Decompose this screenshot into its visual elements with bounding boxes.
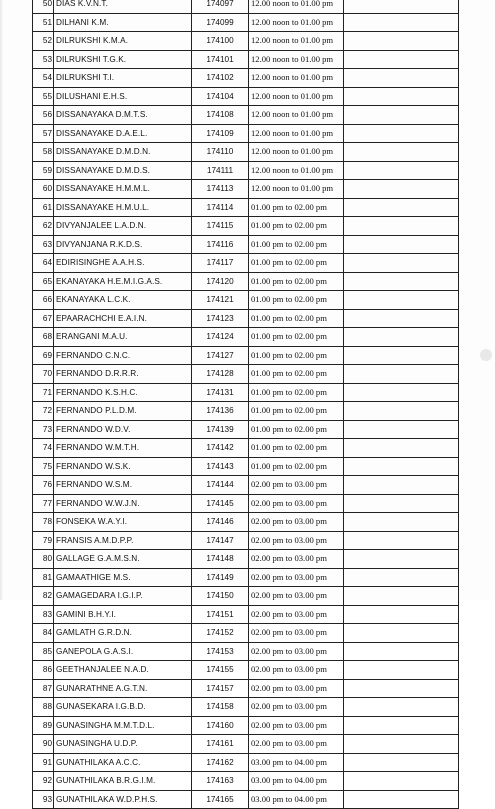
student-id: 174147 [192, 531, 249, 550]
time-slot: 01.00 pm to 02.00 pm [249, 420, 344, 439]
student-id: 174160 [192, 716, 249, 735]
signature-cell [344, 772, 459, 791]
signature-cell [344, 642, 459, 661]
time-slot: 01.00 pm to 02.00 pm [249, 346, 344, 365]
student-name: GANEPOLA G.A.S.I. [54, 642, 192, 661]
time-slot: 02.00 pm to 03.00 pm [249, 568, 344, 587]
student-id: 174161 [192, 735, 249, 754]
student-id: 174120 [192, 272, 249, 291]
signature-cell [344, 217, 459, 236]
row-number: 58 [33, 143, 54, 162]
signature-cell [344, 661, 459, 680]
table-row [33, 753, 459, 772]
time-slot: 01.00 pm to 02.00 pm [249, 383, 344, 402]
table-row [33, 69, 459, 88]
time-slot: 12.00 noon to 01.00 pm [249, 106, 344, 125]
student-id: 174127 [192, 346, 249, 365]
row-number: 70 [33, 365, 54, 384]
table-row [33, 402, 459, 421]
time-slot: 12.00 noon to 01.00 pm [249, 0, 344, 13]
time-slot: 01.00 pm to 02.00 pm [249, 254, 344, 273]
row-number: 69 [33, 346, 54, 365]
time-slot: 12.00 noon to 01.00 pm [249, 69, 344, 88]
row-number: 59 [33, 161, 54, 180]
time-slot: 01.00 pm to 02.00 pm [249, 328, 344, 347]
time-slot: 12.00 noon to 01.00 pm [249, 87, 344, 106]
student-name: DIAS K.V.N.T. [54, 0, 192, 13]
table-row [33, 161, 459, 180]
signature-cell [344, 309, 459, 328]
row-number: 83 [33, 605, 54, 624]
table-row [33, 198, 459, 217]
row-number: 52 [33, 32, 54, 51]
signature-cell [344, 13, 459, 32]
signature-cell [344, 439, 459, 458]
signature-cell [344, 679, 459, 698]
student-name: FRANSIS A.M.D.P.P. [54, 531, 192, 550]
student-name: GAMLATH G.R.D.N. [54, 624, 192, 643]
time-slot: 12.00 noon to 01.00 pm [249, 143, 344, 162]
table-row [33, 790, 459, 809]
time-slot: 02.00 pm to 03.00 pm [249, 605, 344, 624]
row-number: 84 [33, 624, 54, 643]
student-id: 174162 [192, 753, 249, 772]
time-slot: 12.00 noon to 01.00 pm [249, 13, 344, 32]
signature-cell [344, 32, 459, 51]
table-row [33, 346, 459, 365]
time-slot: 02.00 pm to 03.00 pm [249, 735, 344, 754]
table-row [33, 143, 459, 162]
student-name: GEETHANJALEE N.A.D. [54, 661, 192, 680]
student-name: FERNANDO W.S.M. [54, 476, 192, 495]
student-name: FONSEKA W.A.Y.I. [54, 513, 192, 532]
student-name: FERNANDO K.S.H.C. [54, 383, 192, 402]
table-row [33, 87, 459, 106]
time-slot: 12.00 noon to 01.00 pm [249, 50, 344, 69]
table-row [33, 550, 459, 569]
student-name: FERNANDO W.S.K. [54, 457, 192, 476]
signature-cell [344, 494, 459, 513]
row-number: 76 [33, 476, 54, 495]
student-name: FERNANDO W.M.T.H. [54, 439, 192, 458]
student-id: 174114 [192, 198, 249, 217]
time-slot: 02.00 pm to 03.00 pm [249, 513, 344, 532]
student-name: DILUSHANI E.H.S. [54, 87, 192, 106]
signature-cell [344, 624, 459, 643]
student-id: 174145 [192, 494, 249, 513]
signature-cell [344, 402, 459, 421]
table-row [33, 624, 459, 643]
row-number: 74 [33, 439, 54, 458]
student-id: 174153 [192, 642, 249, 661]
row-number: 93 [33, 790, 54, 809]
student-id: 174151 [192, 605, 249, 624]
table-row [33, 476, 459, 495]
time-slot: 01.00 pm to 02.00 pm [249, 217, 344, 236]
student-name: FERNANDO P.L.D.M. [54, 402, 192, 421]
student-id: 174111 [192, 161, 249, 180]
signature-cell [344, 587, 459, 606]
row-number: 53 [33, 50, 54, 69]
scan-edge-shadow [0, 0, 3, 600]
student-name: DISSANAYAKE H.M.M.L. [54, 180, 192, 199]
time-slot: 02.00 pm to 03.00 pm [249, 531, 344, 550]
student-id: 174109 [192, 124, 249, 143]
row-number: 61 [33, 198, 54, 217]
time-slot: 02.00 pm to 03.00 pm [249, 476, 344, 495]
signature-cell [344, 291, 459, 310]
student-id: 174136 [192, 402, 249, 421]
time-slot: 01.00 pm to 02.00 pm [249, 272, 344, 291]
student-name: DILRUKSHI T.I. [54, 69, 192, 88]
time-slot: 03.00 pm to 04.00 pm [249, 772, 344, 791]
student-name: FERNANDO D.R.R.R. [54, 365, 192, 384]
student-id: 174158 [192, 698, 249, 717]
signature-cell [344, 106, 459, 125]
student-id: 174100 [192, 32, 249, 51]
signature-cell [344, 716, 459, 735]
row-number: 80 [33, 550, 54, 569]
table-row [33, 254, 459, 273]
table-row [33, 679, 459, 698]
table-row [33, 13, 459, 32]
row-number: 62 [33, 217, 54, 236]
row-number: 66 [33, 291, 54, 310]
time-slot: 12.00 noon to 01.00 pm [249, 124, 344, 143]
table-row [33, 661, 459, 680]
signature-cell [344, 420, 459, 439]
table-row [33, 457, 459, 476]
row-number: 68 [33, 328, 54, 347]
student-name: DISSANAYAKA D.M.T.S. [54, 106, 192, 125]
table-row [33, 32, 459, 51]
signature-cell [344, 531, 459, 550]
student-id: 174163 [192, 772, 249, 791]
row-number: 82 [33, 587, 54, 606]
time-slot: 02.00 pm to 03.00 pm [249, 679, 344, 698]
row-number: 71 [33, 383, 54, 402]
student-name: DISSANAYAKE H.M.U.L. [54, 198, 192, 217]
row-number: 73 [33, 420, 54, 439]
student-name: DISSANAYAKE D.M.D.S. [54, 161, 192, 180]
student-id: 174124 [192, 328, 249, 347]
row-number: 79 [33, 531, 54, 550]
student-id: 174157 [192, 679, 249, 698]
table-row [33, 716, 459, 735]
student-name: GUNASINGHA U.D.P. [54, 735, 192, 754]
row-number: 91 [33, 753, 54, 772]
table-row [33, 439, 459, 458]
signature-cell [344, 328, 459, 347]
time-slot: 12.00 noon to 01.00 pm [249, 32, 344, 51]
student-id: 174155 [192, 661, 249, 680]
row-number: 89 [33, 716, 54, 735]
student-name: EDIRISINGHE A.A.H.S. [54, 254, 192, 273]
table-row [33, 420, 459, 439]
signature-cell [344, 180, 459, 199]
row-number: 67 [33, 309, 54, 328]
signature-cell [344, 69, 459, 88]
signature-cell [344, 124, 459, 143]
student-name: DILHANI K.M. [54, 13, 192, 32]
student-id: 174121 [192, 291, 249, 310]
time-slot: 03.00 pm to 04.00 pm [249, 753, 344, 772]
row-number: 54 [33, 69, 54, 88]
student-name: FERNANDO W.W.J.N. [54, 494, 192, 513]
row-number: 85 [33, 642, 54, 661]
student-name: DILRUKSHI T.G.K. [54, 50, 192, 69]
row-number: 78 [33, 513, 54, 532]
time-slot: 01.00 pm to 02.00 pm [249, 291, 344, 310]
table-row [33, 291, 459, 310]
time-slot: 01.00 pm to 02.00 pm [249, 402, 344, 421]
row-number: 75 [33, 457, 54, 476]
student-name: EKANAYAKA H.E.M.I.G.A.S. [54, 272, 192, 291]
time-slot: 01.00 pm to 02.00 pm [249, 198, 344, 217]
student-id: 174117 [192, 254, 249, 273]
row-number: 88 [33, 698, 54, 717]
student-name: DIVYANJALEE L.A.D.N. [54, 217, 192, 236]
student-id: 174113 [192, 180, 249, 199]
signature-cell [344, 457, 459, 476]
signature-cell [344, 790, 459, 809]
table-row [33, 272, 459, 291]
signature-cell [344, 346, 459, 365]
row-number: 64 [33, 254, 54, 273]
time-slot: 02.00 pm to 03.00 pm [249, 587, 344, 606]
row-number: 77 [33, 494, 54, 513]
table-row [33, 568, 459, 587]
signature-cell [344, 235, 459, 254]
student-id: 174144 [192, 476, 249, 495]
table-row [33, 0, 459, 13]
student-name: EKANAYAKA L.C.K. [54, 291, 192, 310]
row-number: 92 [33, 772, 54, 791]
signature-cell [344, 87, 459, 106]
student-id: 174150 [192, 587, 249, 606]
table-row [33, 124, 459, 143]
student-name: DILRUKSHI K.M.A. [54, 32, 192, 51]
table-row [33, 309, 459, 328]
student-id: 174110 [192, 143, 249, 162]
table-row [33, 180, 459, 199]
student-name: GUNATHILAKA A.C.C. [54, 753, 192, 772]
student-id: 174152 [192, 624, 249, 643]
student-name: DIVYANJANA R.K.D.S. [54, 235, 192, 254]
time-slot: 03.00 pm to 04.00 pm [249, 790, 344, 809]
student-id: 174097 [192, 0, 249, 13]
time-slot: 02.00 pm to 03.00 pm [249, 550, 344, 569]
time-slot: 01.00 pm to 02.00 pm [249, 365, 344, 384]
time-slot: 02.00 pm to 03.00 pm [249, 698, 344, 717]
table-row [33, 494, 459, 513]
table-row [33, 235, 459, 254]
row-number: 55 [33, 87, 54, 106]
student-id: 174099 [192, 13, 249, 32]
student-name: GUNASEKARA I.G.B.D. [54, 698, 192, 717]
time-slot: 12.00 noon to 01.00 pm [249, 161, 344, 180]
row-number: 57 [33, 124, 54, 143]
schedule-table [32, 0, 459, 809]
signature-cell [344, 198, 459, 217]
table-row [33, 605, 459, 624]
time-slot: 02.00 pm to 03.00 pm [249, 716, 344, 735]
time-slot: 02.00 pm to 03.00 pm [249, 624, 344, 643]
time-slot: 02.00 pm to 03.00 pm [249, 661, 344, 680]
table-row [33, 106, 459, 125]
student-name: GUNARATHNE A.G.T.N. [54, 679, 192, 698]
time-slot: 02.00 pm to 03.00 pm [249, 494, 344, 513]
student-id: 174101 [192, 50, 249, 69]
student-id: 174102 [192, 69, 249, 88]
signature-cell [344, 605, 459, 624]
student-name: GAMAGEDARA I.G.I.P. [54, 587, 192, 606]
table-row [33, 328, 459, 347]
time-slot: 01.00 pm to 02.00 pm [249, 235, 344, 254]
signature-cell [344, 476, 459, 495]
student-name: GUNASINGHA M.M.T.D.L. [54, 716, 192, 735]
signature-cell [344, 50, 459, 69]
table-row [33, 50, 459, 69]
schedule-table-body [33, 0, 459, 809]
table-row [33, 383, 459, 402]
row-number: 56 [33, 106, 54, 125]
student-id: 174116 [192, 235, 249, 254]
student-name: GAMAATHIGE M.S. [54, 568, 192, 587]
student-id: 174131 [192, 383, 249, 402]
table-row [33, 531, 459, 550]
signature-cell [344, 365, 459, 384]
student-id: 174149 [192, 568, 249, 587]
student-id: 174142 [192, 439, 249, 458]
time-slot: 01.00 pm to 02.00 pm [249, 309, 344, 328]
table-row [33, 587, 459, 606]
student-name: DISSANAYAKE D.A.E.L. [54, 124, 192, 143]
student-name: GUNATHILAKA B.R.G.I.M. [54, 772, 192, 791]
table-row [33, 365, 459, 384]
student-name: EPAARACHCHI E.A.I.N. [54, 309, 192, 328]
student-id: 174108 [192, 106, 249, 125]
student-name: GALLAGE G.A.M.S.N. [54, 550, 192, 569]
punch-hole-mark [480, 349, 492, 361]
student-id: 174104 [192, 87, 249, 106]
row-number: 81 [33, 568, 54, 587]
time-slot: 02.00 pm to 03.00 pm [249, 642, 344, 661]
time-slot: 12.00 noon to 01.00 pm [249, 180, 344, 199]
signature-cell [344, 550, 459, 569]
row-number: 65 [33, 272, 54, 291]
signature-cell [344, 753, 459, 772]
time-slot: 01.00 pm to 02.00 pm [249, 439, 344, 458]
time-slot: 01.00 pm to 02.00 pm [249, 457, 344, 476]
student-id: 174165 [192, 790, 249, 809]
student-id: 174115 [192, 217, 249, 236]
student-name: FERNANDO W.D.V. [54, 420, 192, 439]
student-id: 174143 [192, 457, 249, 476]
signature-cell [344, 0, 459, 13]
signature-cell [344, 161, 459, 180]
row-number: 60 [33, 180, 54, 199]
table-row [33, 735, 459, 754]
table-row [33, 513, 459, 532]
row-number: 50 [33, 0, 54, 13]
row-number: 72 [33, 402, 54, 421]
table-row [33, 217, 459, 236]
signature-cell [344, 254, 459, 273]
student-id: 174146 [192, 513, 249, 532]
signature-cell [344, 383, 459, 402]
student-name: GUNATHILAKA W.D.P.H.S. [54, 790, 192, 809]
row-number: 90 [33, 735, 54, 754]
student-id: 174148 [192, 550, 249, 569]
row-number: 63 [33, 235, 54, 254]
student-name: FERNANDO C.N.C. [54, 346, 192, 365]
row-number: 86 [33, 661, 54, 680]
signature-cell [344, 513, 459, 532]
signature-cell [344, 568, 459, 587]
row-number: 87 [33, 679, 54, 698]
student-name: DISSANAYAKE D.M.D.N. [54, 143, 192, 162]
student-id: 174139 [192, 420, 249, 439]
student-name: GAMINI B.H.Y.I. [54, 605, 192, 624]
signature-cell [344, 143, 459, 162]
signature-cell [344, 272, 459, 291]
table-row [33, 698, 459, 717]
signature-cell [344, 698, 459, 717]
row-number: 51 [33, 13, 54, 32]
table-row [33, 642, 459, 661]
student-id: 174128 [192, 365, 249, 384]
signature-cell [344, 735, 459, 754]
table-row [33, 772, 459, 791]
student-id: 174123 [192, 309, 249, 328]
student-name: ERANGANI M.A.U. [54, 328, 192, 347]
